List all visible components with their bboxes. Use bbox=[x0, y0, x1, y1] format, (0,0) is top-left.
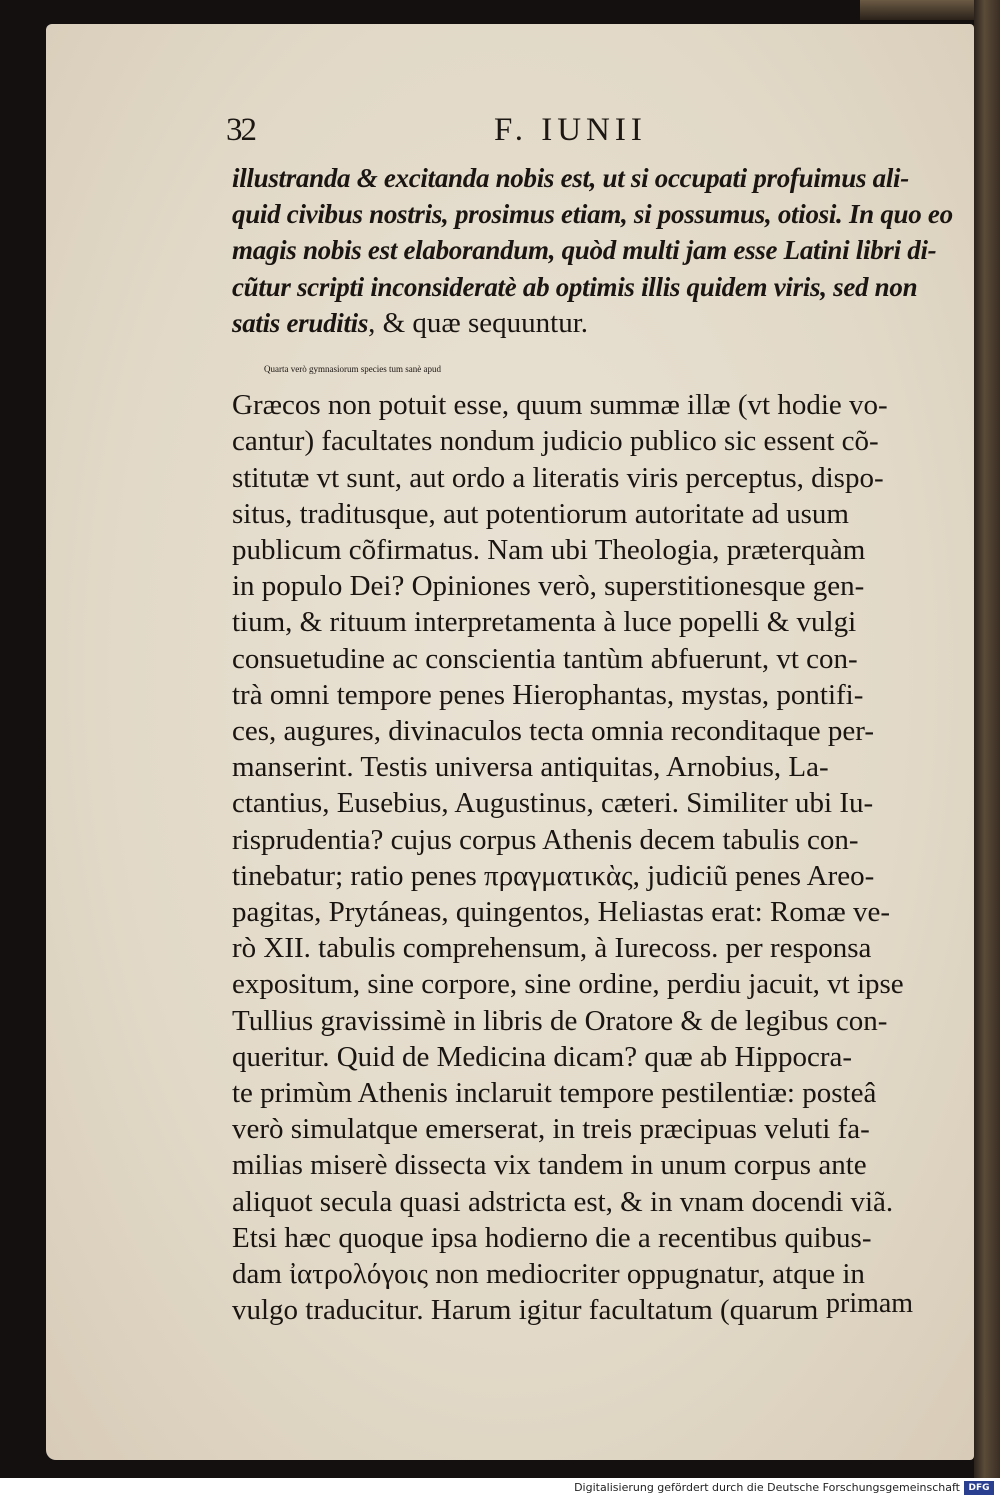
body-line: manserint. Testis universa antiquitas, Arnobius, La- bbox=[232, 751, 829, 784]
body-line: vulgo traducitur. Harum igitur facultatum (quarum bbox=[232, 1294, 819, 1327]
body-line: cantur) facultates nondum judicio publico sic essent cõ- bbox=[232, 425, 879, 458]
body-line: consuetudine ac conscientia tantùm abfuerunt, vt con- bbox=[232, 642, 858, 675]
italic-text: illustranda & excitanda nobis est, ut si occupati profuimus ali- bbox=[232, 163, 909, 193]
body-line: Etsi hæc quoque ipsa hodierno die a recentibus quibus- bbox=[232, 1221, 872, 1254]
roman-text: , & quæ sequuntur. bbox=[368, 306, 589, 339]
footer-bar bbox=[0, 1478, 1000, 1499]
body-line: aliquot secula quasi adstricta est, & in vnam docendi viã. bbox=[232, 1185, 894, 1218]
body-line: te primùm Athenis inclaruit tempore pestilentiæ: posteâ bbox=[232, 1077, 877, 1109]
body-line: trà omni tempore penes Hierophantas, mystas, pontifi- bbox=[232, 678, 864, 711]
body-line: pagitas, Prytáneas, quingentos, Heliastas erat: Romæ ve- bbox=[232, 896, 890, 928]
dfg-logo: DFG bbox=[964, 1481, 994, 1495]
italic-line bbox=[232, 160, 932, 196]
body-line: rò XII. tabulis comprehensum, à Iurecoss. per responsa bbox=[232, 932, 872, 965]
body-line: milias miserè dissecta vix tandem in unum corpus ante bbox=[232, 1149, 867, 1182]
catchword: primam bbox=[826, 1288, 914, 1319]
italic-line bbox=[232, 232, 937, 268]
body-line: expositum, sine corpore, sine ordine, perdiu jacuit, vt ipse bbox=[232, 968, 904, 1001]
body-line: ctantius, Eusebius, Augustinus, cæteri. Similiter ubi Iu- bbox=[232, 787, 874, 820]
body-line: publicum cõfirmatus. Nam ubi Theologia, præterquàm bbox=[232, 534, 866, 566]
book-edge-right bbox=[974, 0, 1000, 1478]
page-number: 32 bbox=[226, 112, 255, 148]
italic-text: cũtur scripti inconsideratè ab optimis illis quidem viris, sed non bbox=[232, 271, 918, 302]
body-line: situs, traditusque, aut potentiorum autoritate ad usum bbox=[232, 497, 849, 530]
body-line: dam ἰατρολόγοις non mediocriter oppugnatur, atque in bbox=[232, 1258, 865, 1290]
footer-credit: Digitalisierung gefördert durch die Deutsche Forschungsgemeinschaft bbox=[574, 1481, 960, 1494]
italic-line bbox=[232, 196, 953, 232]
body-line: tinebatur; ratio penes πραγματικὰς, judiciũ penes Areo- bbox=[232, 859, 875, 892]
body-line: stitutæ vt sunt, aut ordo a literatis viris perceptus, dispo- bbox=[232, 461, 884, 494]
body-line: risprudentia? cujus corpus Athenis decem tabulis con- bbox=[232, 823, 859, 856]
body-line: Quarta verò gymnasiorum species tum sanè apud bbox=[264, 364, 441, 374]
italic-line-last bbox=[232, 305, 932, 341]
body-line: queritur. Quid de Medicina dicam? quæ ab Hippocra- bbox=[232, 1040, 853, 1073]
italic-text: quid civibus nostris, prosimus etiam, si possumus, otiosi. In quo eo bbox=[232, 199, 953, 230]
body-line: Græcos non potuit esse, quum summæ illæ (vt hodie vo- bbox=[232, 389, 888, 422]
body-line: in populo Dei? Opiniones verò, superstitionesque gen- bbox=[232, 570, 865, 603]
body-line: Tullius gravissimè in libris de Oratore & de legibus con- bbox=[232, 1004, 888, 1037]
body-line: verò simulatque emerserat, in treis præcipuas veluti fa- bbox=[232, 1113, 870, 1146]
body-line: tium, & rituum interpretamenta à luce popelli & vulgi bbox=[232, 606, 857, 639]
running-head bbox=[226, 112, 946, 152]
italic-text: magis nobis est elaborandum, quòd multi jam esse Latini libri di- bbox=[232, 235, 937, 266]
italic-line bbox=[232, 269, 932, 305]
running-title: F. IUNII bbox=[494, 112, 647, 148]
italic-text: satis eruditis bbox=[232, 307, 369, 338]
body-line: ces, augures, divinaculos tecta omnia reconditaque per- bbox=[232, 715, 874, 747]
